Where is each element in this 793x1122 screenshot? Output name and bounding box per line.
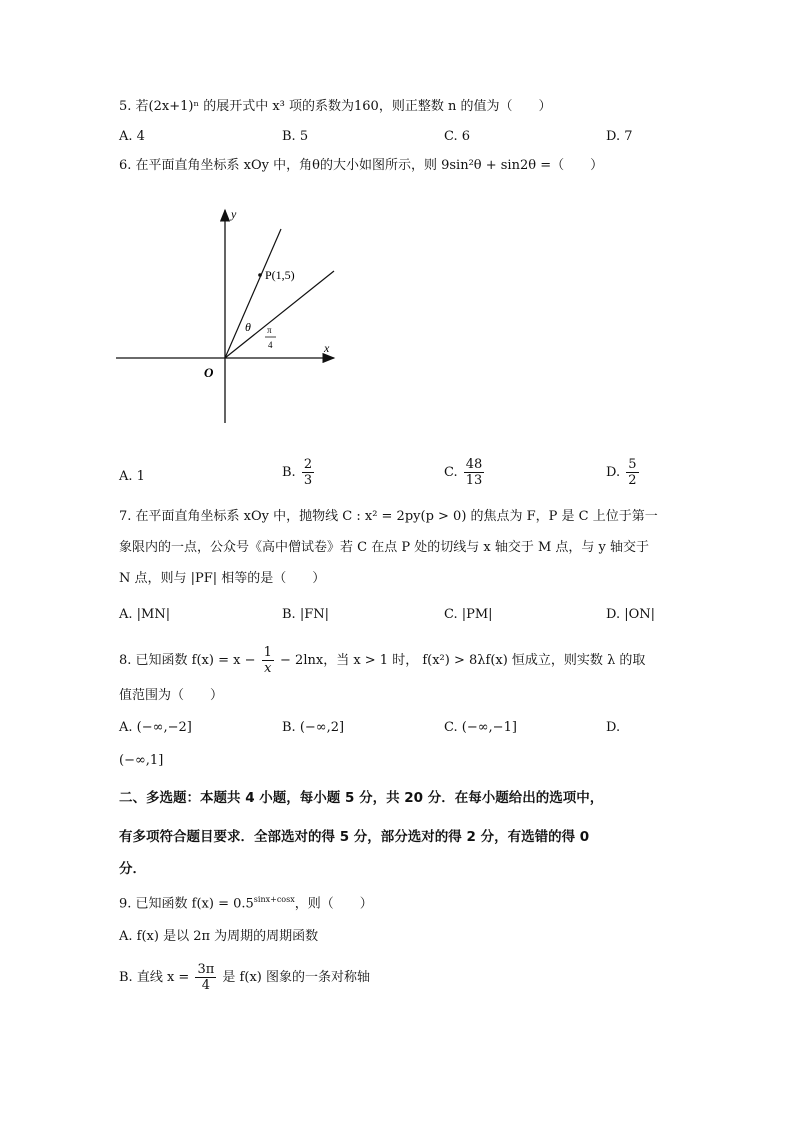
q5-option-d: D. 7 (606, 129, 633, 144)
q6-b-den: 3 (303, 473, 313, 488)
q8-fraction (262, 646, 274, 675)
q8-line-2: 值范围为（ ） (119, 688, 224, 703)
y-label: y (231, 207, 237, 221)
x-label: x (324, 341, 330, 355)
q9-stem-end: ，则（ ） (294, 896, 373, 912)
q9-option-b-suffix: 是 f(x) 图象的一条对称轴 (222, 970, 370, 985)
q6-option-b (282, 458, 316, 487)
q9-b-num: 3π (197, 962, 215, 977)
q6-b-num: 2 (303, 457, 313, 472)
q6-option-d-fraction (626, 458, 638, 487)
q9-b-den: 4 (201, 978, 210, 993)
q9-option-b-prefix: B. 直线 x = (119, 970, 190, 985)
origin-label: O (204, 365, 214, 380)
ray-op (225, 229, 281, 358)
q8-option-d: D. (606, 720, 621, 735)
q9-option-b-fraction (195, 963, 216, 992)
q6-option-b-fraction (302, 458, 314, 487)
section2-line-1: 二、多选题：本题共 4 小题，每小题 5 分，共 20 分．在每小题给出的选项中， (119, 790, 604, 806)
q7-option-c: C. |PM| (444, 607, 493, 622)
q8-option-a: A. (−∞,−2] (119, 720, 192, 735)
q6-option-d (606, 458, 641, 487)
section2-line-2: 有多项符合题目要求．全部选对的得 5 分，部分选对的得 2 分，有选错的得 0 (119, 829, 590, 845)
q8-frac-den: x (264, 661, 272, 676)
q7-line-2: 象限内的一点，公众号《高中僧试卷》若 C 在点 P 处的切线与 x 轴交于 M 点，与 y 轴交于 (119, 540, 650, 555)
theta-label: θ (245, 320, 251, 334)
q6-figure (116, 205, 346, 430)
section2-line-3: 分． (119, 861, 146, 877)
q7-line-3: N 点，则与 |PF| 相等的是（ ） (119, 571, 326, 586)
q8-line-1 (119, 646, 645, 675)
q6-option-d-prefix: D. (606, 465, 621, 480)
q8-option-d-value: (−∞,1] (119, 753, 164, 768)
q8-frac-num: 1 (263, 645, 272, 660)
q7-line-1: 7. 在平面直角坐标系 xOy 中，抛物线 C : x² = 2py(p > 0) 的焦点为 F，P 是 C 上位于第一 (119, 509, 658, 524)
q9-stem-start: 9. 已知函数 f(x) = 0.5 (119, 896, 254, 912)
q8-line-1-start: 8. 已知函数 f(x) = x − (119, 653, 256, 668)
q6-c-den: 13 (465, 473, 483, 488)
q6-option-b-prefix: B. (282, 465, 296, 480)
q6-d-den: 2 (628, 473, 637, 488)
q6-stem: 6. 在平面直角坐标系 xOy 中，角θ的大小如图所示，则 9sin²θ + sin2θ =（ ） (119, 158, 604, 173)
q8-option-b: B. (−∞,2] (282, 720, 345, 735)
q6-option-a: A. 1 (119, 469, 145, 484)
point-p (258, 273, 262, 277)
q5-stem: 5. 若(2x+1)ⁿ 的展开式中 x³ 项的系数为160，则正整数 n 的值为（ ） (119, 99, 552, 114)
q8-line-1-end: − 2lnx，当 x > 1 时， f(x²) > 8λf(x) 恒成立，则实数 λ 的取 (280, 653, 646, 668)
q7-option-a: A. |MN| (119, 607, 171, 622)
q6-option-c-prefix: C. (444, 465, 458, 480)
q7-option-d: D. |ON| (606, 607, 656, 622)
angle-label-num: π (267, 325, 272, 335)
q6-c-num: 48 (465, 457, 483, 472)
q6-option-c-fraction (464, 458, 485, 487)
q7-option-b: B. |FN| (282, 607, 329, 622)
q9-option-a: A. f(x) 是以 2π 为周期的周期函数 (119, 929, 319, 944)
q6-option-c (444, 458, 486, 487)
ray-pi-over-4 (225, 271, 334, 358)
q8-option-c: C. (−∞,−1] (444, 720, 517, 735)
q6-d-num: 5 (628, 457, 637, 472)
q9-option-b (119, 963, 370, 992)
angle-label-den: 4 (268, 340, 273, 350)
point-p-label: P(1,5) (265, 268, 295, 282)
q5-option-a: A. 4 (119, 129, 145, 144)
q5-option-b: B. 5 (282, 129, 309, 144)
q9-exponent: sinx+cosx (253, 895, 295, 904)
q9-stem (119, 891, 373, 913)
q5-option-c: C. 6 (444, 129, 471, 144)
